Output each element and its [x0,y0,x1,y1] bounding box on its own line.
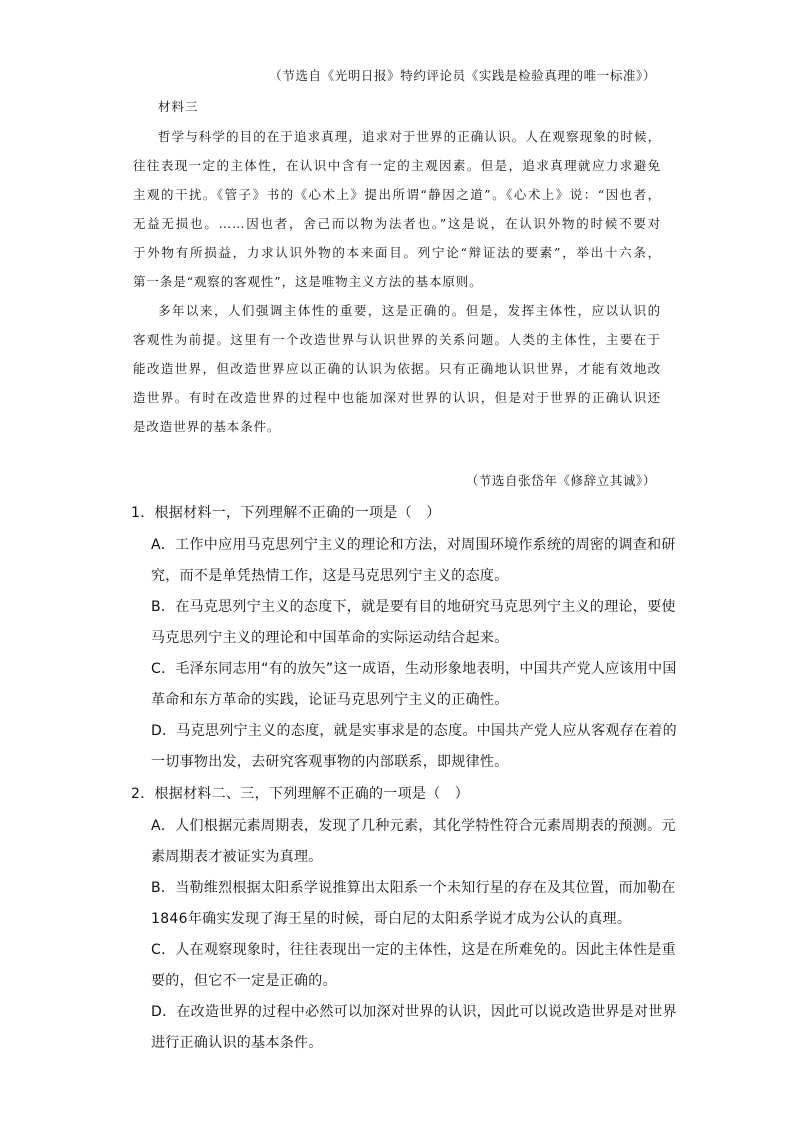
question-2-option-c: C．人在观察现象时，往往表现出一定的主体性，这是在所难免的。因此主体性是重 [151,942,676,958]
question-2-option-d: D．在改造世界的过程中必然可以加深对世界的认识，因此可以说改造世界是对世界 [151,1004,677,1020]
question-1-option-c: C．毛泽东同志用“有的放矢”这一成语，生动形象地表明，中国共产党人应该用中国 [151,661,677,677]
material3-source: （节选自张岱年《修辞立其诚》） [465,473,656,488]
text-line: 第一条是“观察的客观性”，这是唯物主义方法的基本原则。 [133,274,483,289]
text-line: 主观的干扰。《管子》书的《心术上》提出所谓“静因之道”。《心术上》说：“因也者， [133,187,661,202]
text-line: 客观性为前提。这里有一个改造世界与认识世界的关系问题。人类的主体性，主要在于 [133,332,661,347]
material2-source: （节选自《光明日报》特约评论员《实践是检验真理的唯一标准》） [269,68,656,83]
question-1-stem: 1．根据材料一，下列理解不正确的一项是（ ） [131,505,441,521]
question-2-option-d-cont: 进行正确认识的基本条件。 [151,1035,323,1051]
text-line: 往往表现一定的主体性，在认识中含有一定的主观因素。但是，追求真理就应力求避免 [133,158,661,173]
text-line: 哲学与科学的目的在于追求真理，追求对于世界的正确认识。人在观察现象的时候， [158,129,661,144]
question-1-option-a: A．工作中应用马克思列宁主义的理论和方法，对周围环境作系统的周密的调查和研 [151,537,676,553]
text-line: 造世界。有时在改造世界的过程中也能加深对世界的认识，但是对于世界的正确认识还 [133,390,661,405]
question-2-option-b: B．当勒维烈根据太阳系学说推算出太阳系一个未知行星的存在及其位置，而加勒在 [151,880,676,896]
material3-title: 材料三 [158,99,199,114]
text-line: 无益无损也。……因也者，舍己而以物为法者也。”这是说，在认识外物的时候不要对 [133,216,661,231]
text-line: 于外物有所损益，力求认识外物的本来面目。列宁论“辩证法的要素”，举出十六条， [133,245,661,260]
question-1-option-d: D．马克思列宁主义的态度，就是实事求是的态度。中国共产党人应从客观存在着的 [151,723,677,739]
question-2-option-c-cont: 要的，但它不一定是正确的。 [151,973,337,989]
question-2-option-a-cont: 素周期表才被证实为真理。 [151,849,323,865]
text-line: 多年以来，人们强调主体性的重要，这是正确的。但是，发挥主体性，应以认识的 [158,303,661,318]
question-1-option-b: B．在马克思列宁主义的态度下，就是要有目的地研究马克思列宁主义的理论，要使 [151,599,676,615]
text-line: 是改造世界的基本条件。 [133,419,281,434]
question-1-option-d-cont: 一切事物出发，去研究客观事物的内部联系，即规律性。 [151,754,509,770]
question-1-option-a-cont: 究，而不是单凭热情工作，这是马克思列宁主义的态度。 [151,568,509,584]
text-line: 能改造世界，但改造世界应以正确的认识为依据。只有正确地认识世界，才能有效地改 [133,361,661,376]
question-2-option-b-cont: 1846年确实发现了海王星的时候，哥白尼的太阳系学说才成为公认的真理。 [151,911,632,927]
question-2-stem: 2．根据材料二、三，下列理解不正确的一项是（ ） [131,786,470,802]
question-2-option-a: A．人们根据元素周期表，发现了几种元素，其化学特性符合元素周期表的预测。元 [151,818,676,834]
question-1-option-b-cont: 马克思列宁主义的理论和中国革命的实际运动结合起来。 [151,630,509,646]
question-1-option-c-cont: 革命和东方革命的实践，论证马克思列宁主义的正确性。 [151,692,509,708]
